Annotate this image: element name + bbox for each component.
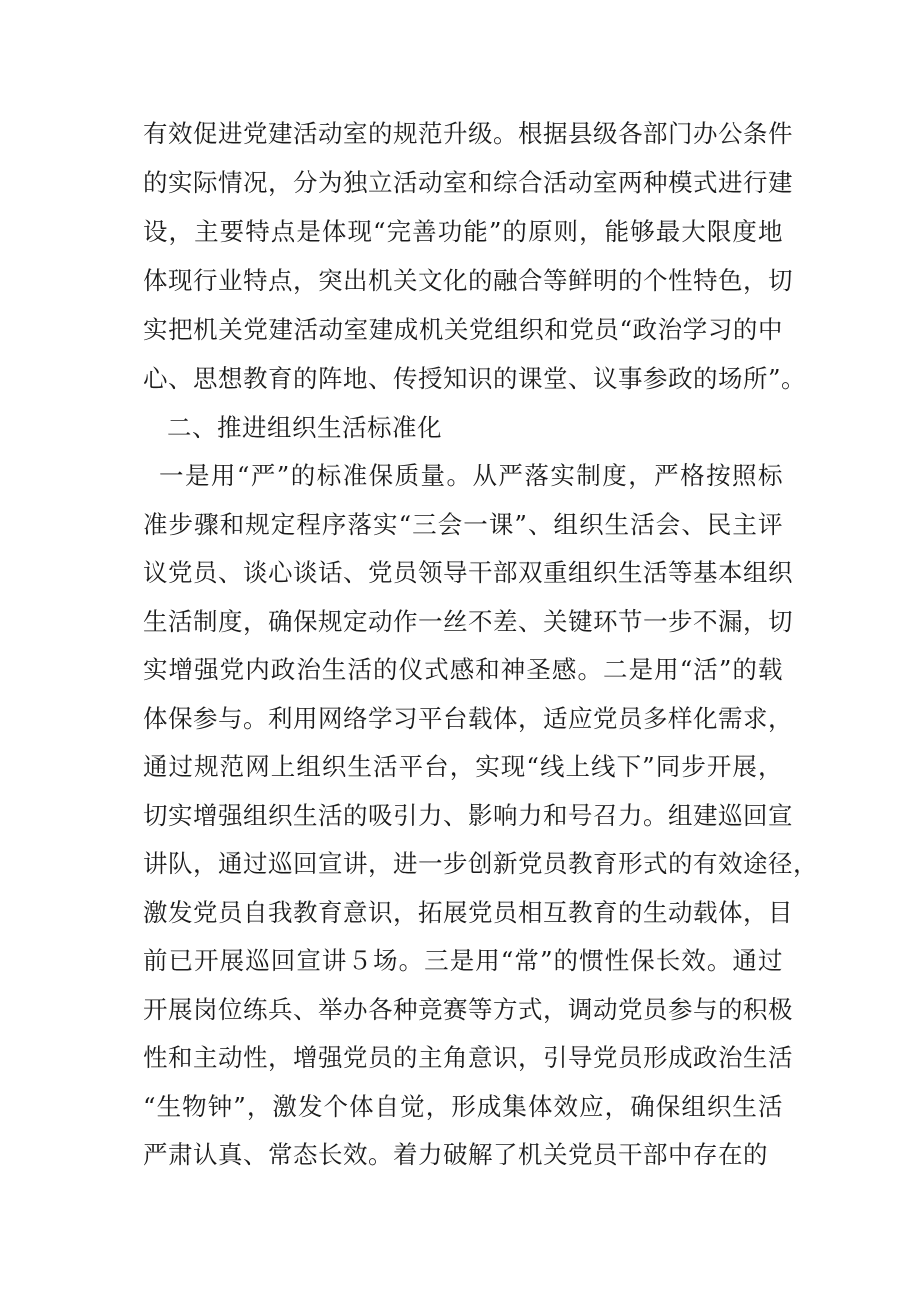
text-line: 生活制度，确保规定动作一丝不差、关键环节一步不漏，切 <box>143 607 793 636</box>
text-line: 一是用“严”的标准保质量。从严落实制度，严格按照标 <box>159 461 783 490</box>
text-line: 议党员、谈心谈话、党员领导干部双重组织生活等基本组织 <box>143 558 793 587</box>
text-line: 准步骤和规定程序落实“三会一课”、组织生活会、民主评 <box>143 510 783 539</box>
text-line: 性和主动性，增强党员的主角意识，引导党员形成政治生活 <box>143 1043 793 1072</box>
section-heading: 二、推进组织生活标准化 <box>167 413 442 442</box>
text-line: 实把机关党建活动室建成机关党组织和党员“政治学习的中 <box>143 315 783 344</box>
text-line: 开展岗位练兵、举办各种竞赛等方式，调动党员参与的积极 <box>143 995 793 1024</box>
text-line: 设，主要特点是体现“完善功能”的原则，能够最大限度地 <box>143 217 783 246</box>
text-line: 体保参与。利用网络学习平台载体，适应党员多样化需求， <box>143 704 793 733</box>
text-line: 切实增强组织生活的吸引力、影响力和号召力。组建巡回宣 <box>143 801 793 830</box>
text-line: 通过规范网上组织生活平台，实现“线上线下”同步开展， <box>143 752 783 781</box>
text-line: 的实际情况，分为独立活动室和综合活动室两种模式进行建 <box>143 168 793 197</box>
text-line: 讲队，通过巡回宣讲，进一步创新党员教育形式的有效途径， <box>143 849 818 878</box>
text-line: “生物钟”，激发个体自觉，形成集体效应，确保组织生活 <box>143 1092 783 1121</box>
text-line: 前已开展巡回宣讲５场。三是用“常”的惯性保长效。通过 <box>143 946 783 975</box>
text-line: 实增强党内政治生活的仪式感和神圣感。二是用“活”的载 <box>143 655 783 684</box>
text-line: 严肃认真、常态长效。着力破解了机关党员干部中存在的 <box>143 1140 768 1169</box>
text-line: 激发党员自我教育意识，拓展党员相互教育的生动载体，目 <box>143 898 793 927</box>
text-line: 体现行业特点，突出机关文化的融合等鲜明的个性特色，切 <box>143 266 793 295</box>
text-line: 心、思想教育的阵地、传授知识的课堂、议事参政的场所”。 <box>143 364 807 393</box>
text-line: 有效促进党建活动室的规范升级。根据县级各部门办公条件 <box>143 119 793 148</box>
